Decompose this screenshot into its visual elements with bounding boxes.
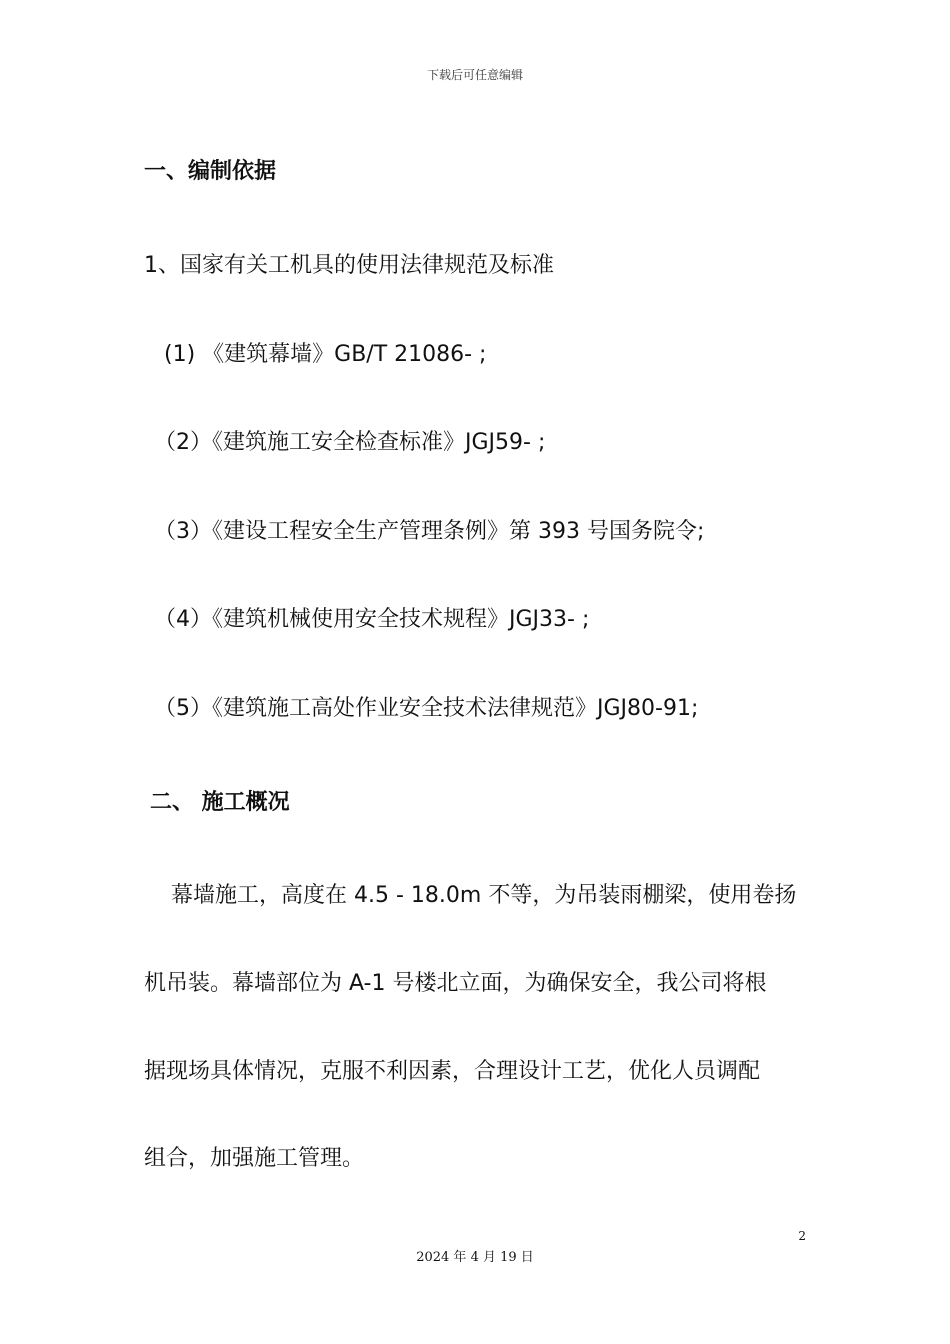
standard-item-4: （4）《建筑机械使用安全技术规程》JGJ33- ;	[154, 607, 590, 632]
paragraph-line-2: 机吊装。幕墙部位为 A-1 号楼北立面，为确保安全，我公司将根	[144, 971, 767, 996]
header-note: 下载后可任意编辑	[426, 68, 523, 82]
section-heading-basis: 一、编制依据	[144, 159, 277, 184]
page-number: 2	[798, 1229, 806, 1243]
paragraph-line-1: 幕墙施工，高度在 4.5 - 18.0m 不等，为吊装雨棚梁，使用卷扬	[171, 883, 797, 908]
subheading-standards: 1、国家有关工机具的使用法律规范及标准	[144, 253, 554, 278]
standard-item-2: （2）《建筑施工安全检查标准》JGJ59- ;	[154, 430, 546, 455]
standard-item-3: （3）《建设工程安全生产管理条例》第 393 号国务院令;	[154, 519, 705, 544]
paragraph-line-4: 组合，加强施工管理。	[144, 1146, 365, 1171]
paragraph-line-3: 据现场具体情况，克服不利因素，合理设计工艺，优化人员调配	[144, 1059, 761, 1084]
standard-item-1: (1) 《建筑幕墙》GB/T 21086- ;	[164, 342, 487, 367]
standard-item-5: （5）《建筑施工高处作业安全技术法律规范》JGJ80-91;	[154, 696, 699, 721]
section-heading-overview: 二、 施工概况	[150, 790, 290, 815]
footer-date: 2024 年 4 月 19 日	[416, 1250, 534, 1265]
